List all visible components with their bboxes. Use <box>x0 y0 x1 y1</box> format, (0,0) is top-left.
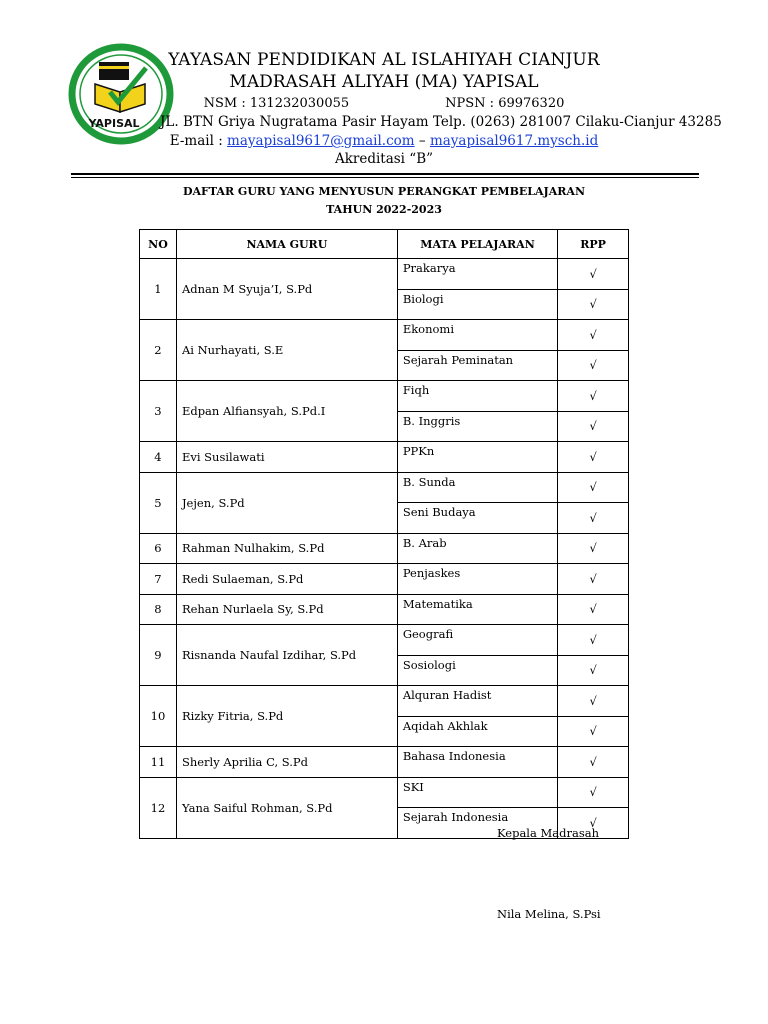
subject-name: Fiqh <box>397 381 557 412</box>
header-divider-thin <box>71 177 699 178</box>
website-link[interactable]: mayapisal9617.mysch.id <box>429 133 599 149</box>
document-title: DAFTAR GURU YANG MENYUSUN PERANGKAT PEMBELAJARAN <box>182 185 586 198</box>
teacher-number: 5 <box>140 472 177 533</box>
subject-name: SKI <box>397 777 557 808</box>
svg-text:YAPISAL: YAPISAL <box>88 117 140 130</box>
teacher-number: 8 <box>140 594 177 625</box>
teacher-number: 10 <box>140 686 177 747</box>
rpp-check-icon: √ <box>558 289 629 320</box>
header-no: NO <box>140 230 177 259</box>
table-row <box>140 594 629 625</box>
subject-name: Geografi <box>397 625 557 656</box>
subject-name: Aqidah Akhlak <box>397 716 557 747</box>
rpp-check-icon: √ <box>558 625 629 656</box>
rpp-check-icon: √ <box>558 808 629 839</box>
table-row <box>140 381 629 412</box>
table-row <box>140 533 629 564</box>
email-link[interactable]: mayapisal9617@gmail.com <box>227 133 415 149</box>
teacher-number: 12 <box>140 777 177 838</box>
rpp-check-icon: √ <box>558 259 629 290</box>
rpp-check-icon: √ <box>558 533 629 564</box>
subject-name: Sejarah Indonesia <box>397 808 557 839</box>
rpp-check-icon: √ <box>558 411 629 442</box>
header-rpp: RPP <box>558 230 629 259</box>
teacher-name: Adnan M Syuja’I, S.Pd <box>176 259 397 320</box>
teacher-table <box>139 229 629 839</box>
subject-name: Penjaskes <box>397 564 557 595</box>
npsn-number: NPSN : 69976320 <box>445 96 565 111</box>
foundation-name: YAYASAN PENDIDIKAN AL ISLAHIYAH CIANJUR <box>168 50 600 70</box>
rpp-check-icon: √ <box>558 747 629 778</box>
teacher-number: 4 <box>140 442 177 473</box>
rpp-check-icon: √ <box>558 350 629 381</box>
header-divider <box>71 173 699 175</box>
teacher-name: Risnanda Naufal Izdihar, S.Pd <box>176 625 397 686</box>
subject-name: B. Arab <box>397 533 557 564</box>
teacher-number: 2 <box>140 320 177 381</box>
rpp-check-icon: √ <box>558 716 629 747</box>
teacher-name: Ai Nurhayati, S.E <box>176 320 397 381</box>
table-row <box>140 564 629 595</box>
table-header-row <box>140 230 629 259</box>
rpp-check-icon: √ <box>558 777 629 808</box>
subject-name: Alquran Hadist <box>397 686 557 717</box>
header-subject: MATA PELAJARAN <box>397 230 557 259</box>
school-address: JL. BTN Griya Nugratama Pasir Hayam Telp. (0263) 281007 Cilaku-Cianjur 43285 <box>160 114 722 130</box>
subject-name: Sejarah Peminatan <box>397 350 557 381</box>
table-row <box>140 472 629 503</box>
table-row <box>140 442 629 473</box>
nsm-number: NSM : 131232030055 <box>203 96 350 111</box>
rpp-check-icon: √ <box>558 564 629 595</box>
teacher-name: Rahman Nulhakim, S.Pd <box>176 533 397 564</box>
subject-name: B. Sunda <box>397 472 557 503</box>
teacher-name: Sherly Aprilia C, S.Pd <box>176 747 397 778</box>
teacher-name: Rizky Fitria, S.Pd <box>176 686 397 747</box>
school-name: MADRASAH ALIYAH (MA) YAPISAL <box>229 72 539 92</box>
signature-position: Kepala Madrasah <box>497 826 600 840</box>
teacher-name: Redi Sulaeman, S.Pd <box>176 564 397 595</box>
teacher-number: 9 <box>140 625 177 686</box>
teacher-name: Jejen, S.Pd <box>176 472 397 533</box>
table-row <box>140 320 629 351</box>
table-row <box>140 259 629 290</box>
header-teacher-name: NAMA GURU <box>176 230 397 259</box>
teacher-number: 11 <box>140 747 177 778</box>
teacher-number: 6 <box>140 533 177 564</box>
contact-line <box>0 133 768 149</box>
subject-name: PPKn <box>397 442 557 473</box>
table-row <box>140 747 629 778</box>
subject-name: B. Inggris <box>397 411 557 442</box>
teacher-name: Rehan Nurlaela Sy, S.Pd <box>176 594 397 625</box>
table-row <box>140 625 629 656</box>
subject-name: Biologi <box>397 289 557 320</box>
rpp-check-icon: √ <box>558 472 629 503</box>
subject-name: Ekonomi <box>397 320 557 351</box>
rpp-check-icon: √ <box>558 655 629 686</box>
contact-separator: – <box>414 133 430 149</box>
subject-name: Matematika <box>397 594 557 625</box>
document-year: TAHUN 2022-2023 <box>326 203 442 216</box>
rpp-check-icon: √ <box>558 686 629 717</box>
teacher-number: 7 <box>140 564 177 595</box>
rpp-check-icon: √ <box>558 503 629 534</box>
teacher-name: Edpan Alfiansyah, S.Pd.I <box>176 381 397 442</box>
registration-numbers <box>0 96 768 111</box>
teacher-number: 3 <box>140 381 177 442</box>
rpp-check-icon: √ <box>558 594 629 625</box>
subject-name: Prakarya <box>397 259 557 290</box>
rpp-check-icon: √ <box>558 320 629 351</box>
subject-name: Seni Budaya <box>397 503 557 534</box>
teacher-name: Yana Saiful Rohman, S.Pd <box>176 777 397 838</box>
teacher-name: Evi Susilawati <box>176 442 397 473</box>
signature-name: Nila Melina, S.Psi <box>497 907 601 921</box>
accreditation: Akreditasi “B” <box>334 151 434 167</box>
rpp-check-icon: √ <box>558 381 629 412</box>
email-label: E-mail : <box>169 133 228 149</box>
teacher-number: 1 <box>140 259 177 320</box>
table-row <box>140 777 629 808</box>
rpp-check-icon: √ <box>558 442 629 473</box>
subject-name: Sosiologi <box>397 655 557 686</box>
table-row <box>140 686 629 717</box>
subject-name: Bahasa Indonesia <box>397 747 557 778</box>
